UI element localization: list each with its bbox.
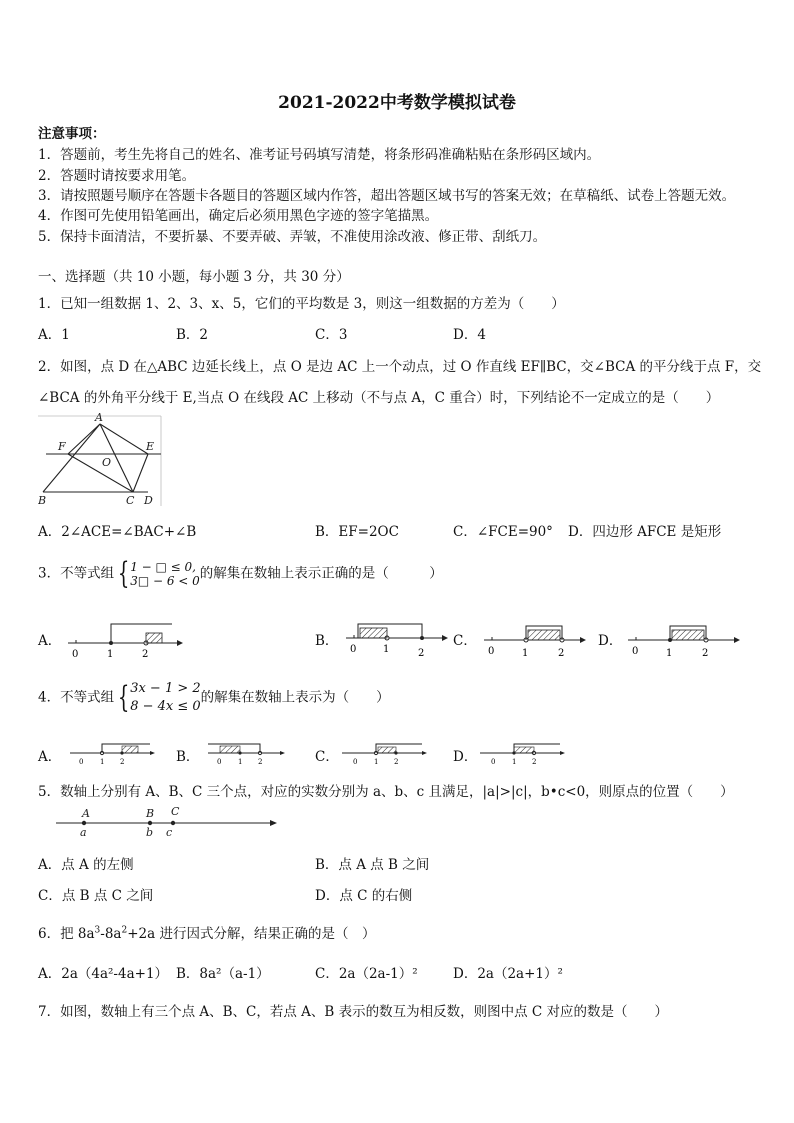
q1-option-a[interactable]: A．1 <box>38 327 70 343</box>
q6-option-a[interactable]: A．2a（4a²-4a+1） <box>38 966 169 982</box>
q3-system-line: 1 − □ ≤ 0, <box>130 560 196 574</box>
svg-text:1: 1 <box>100 758 105 766</box>
fig-label: O <box>102 456 112 469</box>
q3-suffix: 的解集在数轴上表示正确的是（ ） <box>199 565 443 582</box>
brace-icon: { <box>117 680 130 715</box>
q3-option-c[interactable]: C． <box>453 633 477 649</box>
q5-option-d[interactable]: D．点 C 的右侧 <box>315 888 413 904</box>
brace-icon: { <box>117 556 130 591</box>
notice-item: 4．作图可先使用铅笔画出，确定后必须用黑色字迹的签字笔描黑。 <box>38 208 439 224</box>
q1-option-d[interactable]: D．4 <box>453 327 486 343</box>
q4-option-a[interactable]: A． <box>38 749 62 765</box>
notice-item: 5．保持卡面清洁，不要折暴、不要弄破、弄皱，不准使用涂改液、修正带、刮纸刀。 <box>38 229 547 245</box>
question-2-line1: 2．如图，点 D 在△ABC 边延长线上，点 O 是边 AC 上一个动点，过 O 作直线 EF∥BC，交∠BCA 的平分线于点 F，交 <box>38 359 762 375</box>
q3-numberline-a[interactable] <box>62 618 184 660</box>
notice-item: 3．请按照题号顺序在答题卡各题目的答题区域内作答，超出答题区域书写的答案无效；在草稿纸、试卷上答题无效。 <box>38 188 736 204</box>
svg-text:0: 0 <box>217 758 222 766</box>
q4-system-line: 8 − 4x ≤ 0 <box>130 699 201 714</box>
q6-option-c[interactable]: C．2a（2a-1）² <box>315 966 418 982</box>
fig-label: F <box>58 440 66 453</box>
svg-text:1: 1 <box>666 648 673 659</box>
svg-text:0: 0 <box>79 758 84 766</box>
q5-option-c[interactable]: C．点 B 点 C 之间 <box>38 888 154 904</box>
notice-item: 2．答题时请按要求用笔。 <box>38 168 196 184</box>
svg-text:0: 0 <box>350 644 357 655</box>
fig-label: A <box>95 411 103 424</box>
question-2-line2: ∠BCA 的外角平分线于 E,当点 O 在线段 AC 上移动（不与点 A，C 重合）时，下列结论不一定成立的是（ ） <box>38 390 720 406</box>
q3-prefix: 3．不等式组 <box>38 565 115 582</box>
question-1-stem: 1．已知一组数据 1、2、3、x、5，它们的平均数是 3，则这一组数据的方差为（ ） <box>38 296 565 312</box>
q2-option-b[interactable]: B．EF=2OC <box>315 524 399 540</box>
q3-option-a[interactable]: A． <box>38 633 62 649</box>
svg-text:2: 2 <box>258 758 263 766</box>
svg-text:0: 0 <box>491 758 496 766</box>
svg-text:0: 0 <box>632 646 639 657</box>
svg-text:2: 2 <box>142 649 149 660</box>
q4-option-b[interactable]: B． <box>176 749 200 765</box>
q3-option-b[interactable]: B． <box>315 633 339 649</box>
point-label: C <box>171 805 180 818</box>
q3-numberline-b[interactable] <box>342 618 450 660</box>
fig-label: C <box>126 494 135 507</box>
q2-option-c[interactable]: C．∠FCE=90° <box>453 524 553 540</box>
svg-text:2: 2 <box>418 648 425 659</box>
svg-text:0: 0 <box>488 646 495 657</box>
q4-numberline-a[interactable] <box>66 738 156 766</box>
question-6-stem: 6．把 $8a^3-8a^2+2a$ 进行因式分解，结果正确的是（ ） <box>38 925 376 942</box>
svg-text:1: 1 <box>107 649 114 660</box>
q3-numberline-d[interactable] <box>624 618 742 660</box>
point-label: B <box>146 807 155 820</box>
svg-text:1: 1 <box>512 758 517 766</box>
svg-text:2: 2 <box>558 648 565 659</box>
q2-option-a[interactable]: A．2∠ACE=∠BAC+∠B <box>38 524 197 540</box>
svg-text:2: 2 <box>120 758 125 766</box>
svg-text:1: 1 <box>522 648 529 659</box>
q4-option-c[interactable]: C． <box>315 749 339 765</box>
q4-numberline-d[interactable] <box>478 738 566 766</box>
q1-option-b[interactable]: B．2 <box>176 327 209 343</box>
q4-option-d[interactable]: D． <box>453 749 478 765</box>
q4-numberline-c[interactable] <box>340 738 428 766</box>
fig-label: D <box>144 494 153 507</box>
svg-text:0: 0 <box>72 649 79 660</box>
q6-option-d[interactable]: D．2a（2a+1）² <box>453 966 563 982</box>
fig-label: E <box>146 440 155 453</box>
section-heading: 一、选择题（共 10 小题，每小题 3 分，共 30 分） <box>38 269 350 285</box>
q2-option-d[interactable]: D．四边形 AFCE 是矩形 <box>568 524 722 540</box>
page-title: 2021-2022中考数学模拟试卷 <box>278 93 516 113</box>
question-3-stem <box>38 556 443 591</box>
point-label: A <box>82 807 90 820</box>
question-7-stem: 7．如图，数轴上有三个点 A、B、C，若点 A、B 表示的数互为相反数，则图中点 C 对应的数是（ ） <box>38 1004 669 1020</box>
q2-geometry-figure <box>38 410 168 510</box>
svg-text:1: 1 <box>383 644 390 655</box>
notice-heading: 注意事项： <box>38 126 106 142</box>
q4-suffix: 的解集在数轴上表示为（ ） <box>200 689 390 706</box>
q4-numberline-b[interactable] <box>206 738 286 766</box>
svg-text:0: 0 <box>353 758 358 766</box>
svg-text:2: 2 <box>394 758 399 766</box>
q1-option-c[interactable]: C．3 <box>315 327 348 343</box>
point-label: b <box>146 826 154 839</box>
q5-numberline-figure <box>54 804 280 840</box>
point-label: c <box>166 826 173 839</box>
q3-system-line: 3□ − 6 < 0 <box>130 574 200 588</box>
q3-numberline-c[interactable] <box>480 618 588 660</box>
svg-text:2: 2 <box>702 648 709 659</box>
question-4-stem <box>38 680 390 716</box>
point-label: a <box>80 826 87 839</box>
svg-text:1: 1 <box>374 758 379 766</box>
q4-prefix: 4．不等式组 <box>38 689 115 706</box>
question-5-stem: 5．数轴上分别有 A、B、C 三个点，对应的实数分别为 a、b、c 且满足，|a|>|c|，b•c<0，则原点的位置（ ） <box>38 784 734 800</box>
q5-option-b[interactable]: B．点 A 点 B 之间 <box>315 857 430 873</box>
notice-item: 1．答题前，考生先将自己的姓名、准考证号码填写清楚，将条形码准确粘贴在条形码区域内。 <box>38 147 601 163</box>
fig-label: B <box>38 494 47 507</box>
q3-option-d[interactable]: D． <box>598 633 623 649</box>
q6-option-b[interactable]: B．8a²（a-1） <box>176 966 270 982</box>
q5-option-a[interactable]: A．点 A 的左侧 <box>38 857 134 873</box>
svg-text:1: 1 <box>238 758 243 766</box>
q4-system-line: 3x − 1 > 2 <box>130 681 201 696</box>
svg-text:2: 2 <box>532 758 537 766</box>
